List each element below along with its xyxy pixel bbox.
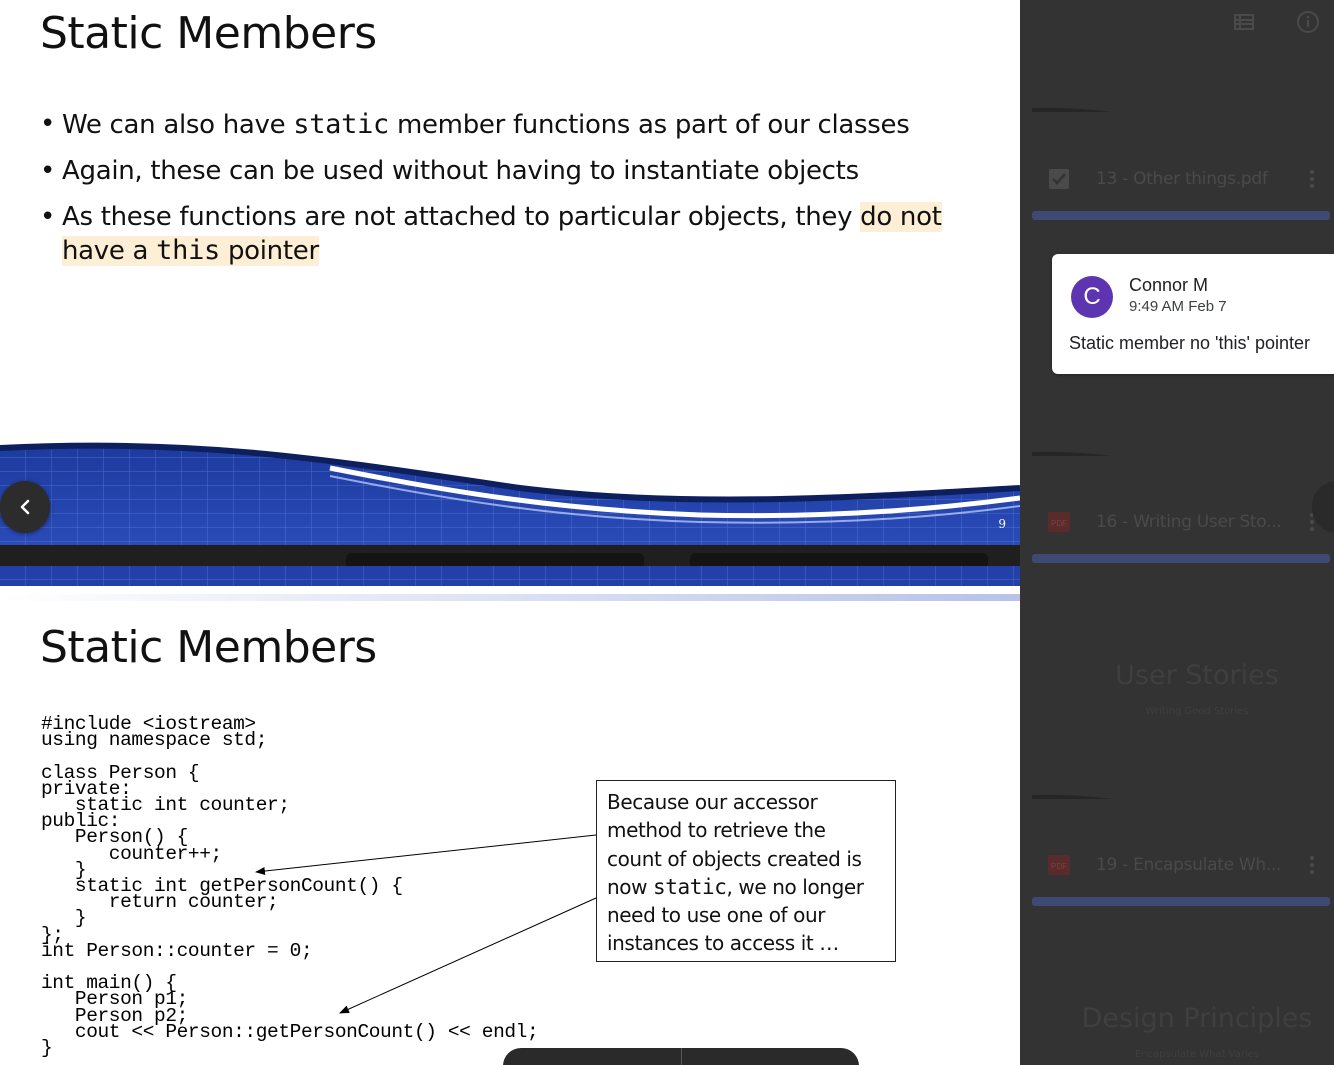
toolbar-left-button[interactable] — [503, 1048, 681, 1065]
thumbnail-title: Design Principles — [1081, 1003, 1313, 1034]
bullet-text: Again, these can be used without having to instantiate objects — [62, 156, 859, 186]
bullet-text: member functions as part of our classes — [388, 110, 910, 140]
slide-page-10 — [0, 566, 1020, 1065]
info-icon[interactable] — [1296, 10, 1320, 34]
previous-page-button[interactable] — [0, 481, 50, 533]
thumbnail-bar — [1032, 211, 1330, 220]
checkbox-icon[interactable] — [1048, 169, 1070, 189]
file-sidebar — [1020, 0, 1334, 1065]
bullet-item — [40, 155, 1000, 188]
more-options-icon[interactable] — [1302, 170, 1322, 188]
slide-header-banner — [0, 566, 1020, 606]
comment-author: Connor M — [1129, 275, 1209, 295]
file-name: 13 - Other things.pdf — [1096, 169, 1268, 189]
thumbnail-edge — [1032, 793, 1112, 799]
thumbnail-edge — [1032, 106, 1112, 112]
highlighted-text[interactable] — [62, 236, 319, 266]
thumbnail-subtitle: Writing Good Stories — [1145, 706, 1249, 717]
toolbar-shadow — [690, 553, 988, 566]
thumbnail-bar — [1032, 554, 1330, 563]
file-name: 16 - Writing User Sto... — [1096, 512, 1282, 532]
comment-timestamp: 9:49 AM Feb 7 — [1129, 298, 1227, 315]
code-block: #include <iostream> using namespace std; class Person { private: static int counter; public: Person() { counter++; } static int getPersonCount() { return counter; } }; int Person::counter = 0; int main() { Person p1; Person p2; cout << Person::getPersonCount() << endl; } — [41, 713, 539, 1060]
toolbar-right-button[interactable] — [681, 1048, 860, 1065]
pdf-badge-text: PDF — [1051, 862, 1067, 871]
highlighted-text[interactable]: do not — [860, 202, 942, 232]
thumbnail-edge — [1032, 450, 1112, 456]
toolbar-shadow — [346, 553, 644, 566]
comment-card[interactable] — [1052, 254, 1334, 374]
thumbnail-bar — [1032, 897, 1330, 906]
callout-text: , we no longer need to use one of our instances to access it … — [607, 874, 864, 956]
slide-footer-banner — [0, 430, 1020, 545]
file-row[interactable] — [1032, 500, 1334, 544]
highlighted-text-part: have a — [62, 236, 157, 266]
bullet-text: We can also have — [62, 110, 294, 140]
code-keyword: static — [653, 874, 727, 899]
slide-title: Static Members — [40, 622, 377, 673]
code-keyword: static — [293, 109, 389, 140]
slide-page-number: 9 — [998, 517, 1006, 531]
highlighted-text-part: pointer — [219, 236, 319, 266]
more-options-icon[interactable] — [1302, 856, 1322, 874]
code-keyword: this — [156, 235, 220, 266]
chevron-left-icon — [18, 499, 32, 515]
comment-text: Static member no 'this' pointer — [1069, 333, 1310, 353]
bullet-text: As these functions are not attached to particular objects, they — [62, 202, 861, 232]
slide-page-9 — [0, 0, 1020, 545]
file-row[interactable] — [1032, 843, 1334, 887]
pdf-badge-text: PDF — [1051, 519, 1067, 528]
callout-text: Because our accessor method to retrieve the count of objects created is now — [607, 790, 862, 899]
list-view-icon[interactable] — [1232, 10, 1256, 34]
bullet-item — [40, 108, 1000, 142]
file-row[interactable] — [1032, 157, 1334, 201]
thumbnail-title: User Stories — [1115, 660, 1279, 691]
bullet-item — [40, 201, 1000, 268]
slide-title: Static Members — [40, 8, 377, 59]
bullet-list — [40, 108, 1000, 281]
page-separator — [0, 545, 1020, 566]
page-toolbar — [503, 1048, 859, 1065]
thumbnail-subtitle: Encapsulate What Varies — [1134, 1049, 1260, 1060]
file-name: 19 - Encapsulate Wh... — [1096, 855, 1282, 875]
pdf-icon — [1048, 512, 1070, 532]
pdf-icon — [1048, 855, 1070, 875]
callout-box — [596, 780, 896, 962]
avatar: C — [1071, 276, 1113, 318]
